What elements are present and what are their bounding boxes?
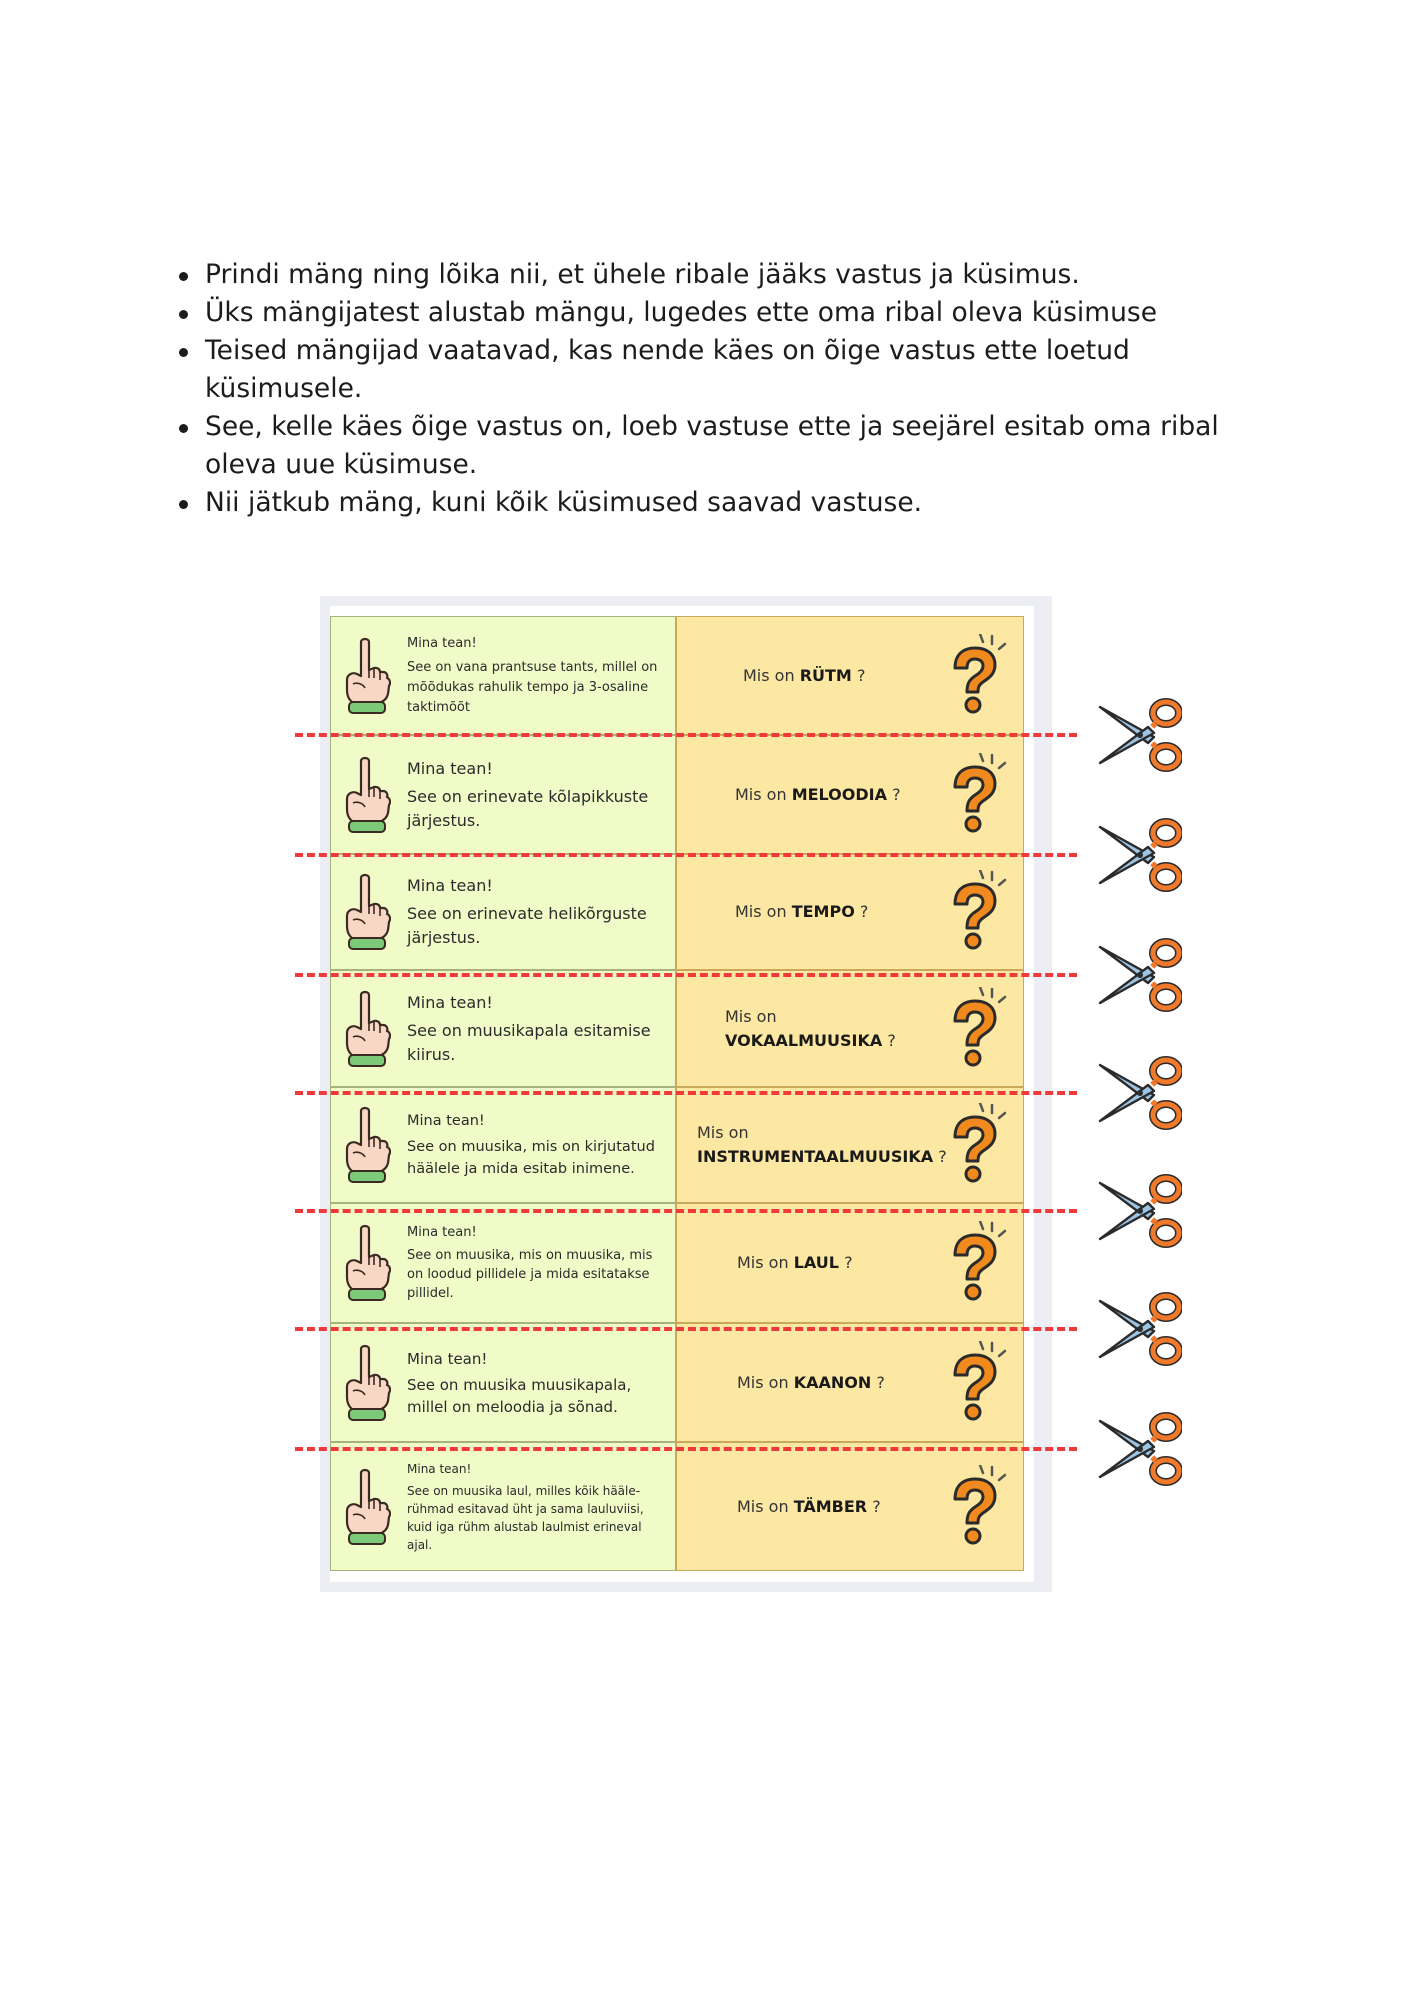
- question-suffix: ?: [872, 1496, 881, 1516]
- question-text: [697, 1121, 947, 1169]
- question-text: [735, 900, 868, 924]
- question-prefix: Mis on: [697, 1123, 749, 1142]
- answer-text-block: [407, 634, 669, 718]
- answer-text: See on muusika, mis on muusika, mis on loodud pillidele ja mida esitatakse pillidel.: [407, 1248, 653, 1301]
- question-term: INSTRUMENTAALMUUSIKA: [697, 1147, 934, 1166]
- card-strip: [330, 735, 1024, 854]
- answer-title: Mina tean!: [407, 876, 493, 895]
- question-text: [743, 664, 865, 688]
- answer-panel: [330, 854, 676, 970]
- card-strip: [330, 854, 1024, 970]
- question-term: RÜTM: [799, 665, 852, 685]
- answer-title: Mina tean!: [407, 992, 493, 1012]
- question-term: TEMPO: [791, 902, 855, 921]
- answer-panel: [330, 1323, 676, 1442]
- question-text: [737, 1495, 881, 1519]
- pointing-hand-icon: [341, 636, 391, 716]
- answer-text: See on erinevate kõlapikkuste järjestus.: [407, 786, 649, 830]
- pointing-hand-icon: [341, 1343, 391, 1423]
- answer-panel: [330, 1203, 676, 1323]
- answer-text-block: [407, 1348, 669, 1418]
- cut-line: [295, 853, 1077, 857]
- answer-text-block: [407, 874, 669, 950]
- answer-panel: [330, 616, 676, 735]
- answer-text-block: [407, 757, 669, 833]
- answer-title: Mina tean!: [407, 1225, 477, 1240]
- answer-title: Mina tean!: [407, 1349, 488, 1368]
- instruction-item: Teised mängijad vaatavad, kas nende käes on õige vastus ette loetud küsimusele.: [175, 332, 1275, 408]
- question-prefix: Mis on: [743, 665, 795, 685]
- question-term: LAUL: [793, 1253, 839, 1272]
- question-panel: [676, 1442, 1024, 1571]
- question-term: MELOODIA: [791, 784, 887, 804]
- answer-panel: [330, 735, 676, 854]
- question-term: VOKAALMUUSIKA: [725, 1030, 883, 1050]
- scissors-icon: [1096, 1055, 1182, 1131]
- instruction-item: Nii jätkub mäng, kuni kõik küsimused saavad vastuse.: [175, 484, 1275, 522]
- answer-panel: [330, 970, 676, 1087]
- instruction-item: Prindi mäng ning lõika nii, et ühele ribale jääks vastus ja küsimus.: [175, 256, 1275, 294]
- question-mark-icon: [943, 1103, 1009, 1187]
- cut-line: [295, 1091, 1077, 1095]
- question-prefix: Mis on: [735, 784, 787, 804]
- question-suffix: ?: [892, 784, 901, 804]
- question-text: [735, 783, 901, 807]
- question-panel: [676, 616, 1024, 735]
- question-mark-icon: [943, 987, 1009, 1071]
- question-suffix: ?: [856, 665, 866, 685]
- question-suffix: ?: [938, 1147, 947, 1166]
- pointing-hand-icon: [341, 989, 391, 1069]
- instructions-list: [175, 256, 1275, 522]
- card-strip: [330, 1442, 1024, 1571]
- question-panel: [676, 735, 1024, 854]
- answer-title: Mina tean!: [407, 1461, 472, 1476]
- answer-text: See on vana prantsuse tants, millel on mõõdukas rahulik tempo ja 3-osaline taktimõõt: [407, 659, 658, 715]
- question-panel: [676, 1087, 1024, 1203]
- question-term: KAANON: [793, 1372, 872, 1392]
- question-prefix: Mis on: [737, 1253, 789, 1272]
- answer-text-block: [407, 1110, 669, 1180]
- cut-line: [295, 973, 1077, 977]
- answer-text: See on erinevate helikõrguste järjestus.: [407, 904, 647, 947]
- question-prefix: Mis on: [737, 1372, 789, 1392]
- question-suffix: ?: [887, 1030, 896, 1050]
- answer-title: Mina tean!: [407, 635, 477, 651]
- card-strip: [330, 1323, 1024, 1442]
- question-term: TÄMBER: [793, 1496, 868, 1516]
- answer-text-block: [407, 991, 669, 1067]
- scissors-icon: [1096, 937, 1182, 1013]
- question-panel: [676, 854, 1024, 970]
- instruction-item: See, kelle käes õige vastus on, loeb vastuse ette ja seejärel esitab oma ribal oleva uue küsimuse.: [175, 408, 1275, 484]
- question-mark-icon: [943, 753, 1009, 837]
- question-panel: [676, 1323, 1024, 1442]
- question-suffix: ?: [859, 902, 869, 921]
- card-strip: [330, 1087, 1024, 1203]
- question-mark-icon: [943, 870, 1009, 954]
- question-text: [737, 1251, 853, 1275]
- answer-panel: [330, 1442, 676, 1571]
- question-panel: [676, 970, 1024, 1087]
- answer-text: See on muusika muusikapala, millel on meloodia ja sõnad.: [407, 1375, 632, 1416]
- pointing-hand-icon: [341, 1105, 391, 1185]
- question-prefix: Mis on: [737, 1496, 789, 1516]
- scissors-icon: [1096, 1411, 1182, 1487]
- card-strip: [330, 1203, 1024, 1323]
- question-mark-icon: [943, 634, 1009, 718]
- answer-text: See on muusika laul, milles kõik hääle-rühmad esitavad üht ja sama lauluviisi, kuid iga rühm alustab laulmist erineval ajal.: [407, 1483, 644, 1552]
- instruction-item: Üks mängijatest alustab mängu, lugedes ette oma ribal oleva küsimuse: [175, 294, 1275, 332]
- cut-line: [295, 1209, 1077, 1213]
- cut-line: [295, 733, 1077, 737]
- question-prefix: Mis on: [725, 1006, 777, 1026]
- cut-line: [295, 1447, 1077, 1451]
- pointing-hand-icon: [341, 1467, 391, 1547]
- cut-line: [295, 1327, 1077, 1331]
- answer-text-block: [407, 1460, 669, 1554]
- question-suffix: ?: [844, 1253, 853, 1272]
- question-suffix: ?: [876, 1372, 885, 1392]
- answer-text: See on muusikapala esitamise kiirus.: [407, 1020, 651, 1064]
- question-mark-icon: [943, 1341, 1009, 1425]
- pointing-hand-icon: [341, 1223, 391, 1303]
- answer-panel: [330, 1087, 676, 1203]
- scissors-icon: [1096, 697, 1182, 773]
- scissors-icon: [1096, 1291, 1182, 1367]
- question-text: [737, 1371, 885, 1395]
- pointing-hand-icon: [341, 872, 391, 952]
- answer-title: Mina tean!: [407, 758, 493, 778]
- answer-title: Mina tean!: [407, 1113, 485, 1129]
- answer-text: See on muusika, mis on kirjutatud häälele ja mida esitab inimene.: [407, 1139, 655, 1177]
- scissors-icon: [1096, 817, 1182, 893]
- card-strip: [330, 616, 1024, 735]
- scissors-icon: [1096, 1173, 1182, 1249]
- question-mark-icon: [943, 1221, 1009, 1305]
- question-mark-icon: [943, 1465, 1009, 1549]
- pointing-hand-icon: [341, 755, 391, 835]
- card-strip: [330, 970, 1024, 1087]
- question-text: [725, 1005, 896, 1053]
- answer-text-block: [407, 1223, 669, 1303]
- question-panel: [676, 1203, 1024, 1323]
- question-prefix: Mis on: [735, 902, 787, 921]
